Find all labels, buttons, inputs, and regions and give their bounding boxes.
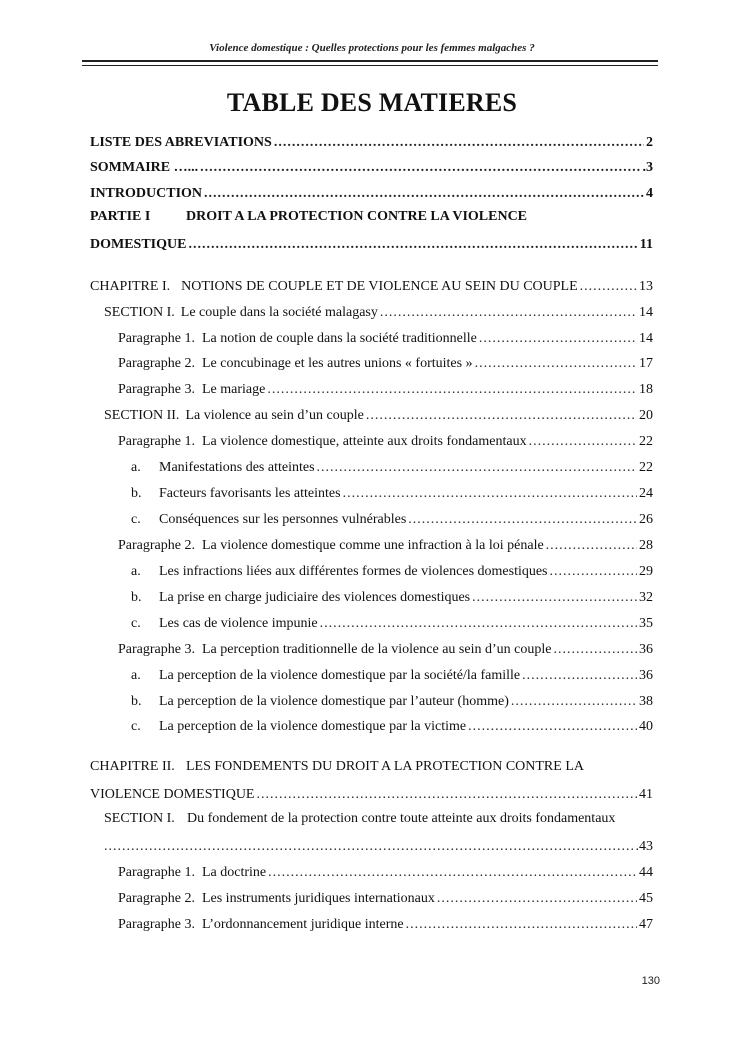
partie-title-line1: DROIT A LA PROTECTION CONTRE LA VIOLENCE [186, 209, 528, 224]
toc-entry-section [104, 405, 653, 425]
toc-entry-subitem [131, 483, 653, 503]
dot-leader [274, 134, 644, 152]
dot-leader [479, 330, 637, 348]
header-rule [82, 60, 658, 62]
toc-entry-subitem [131, 587, 653, 607]
entry-number: b. [131, 694, 142, 709]
dot-leader [204, 185, 644, 203]
entry-label: Le concubinage et les autres unions « fortuites » [201, 356, 473, 371]
entry-number: SECTION I. [104, 305, 175, 320]
toc-entry [90, 157, 653, 177]
entry-label: Les cas de violence impunie [159, 616, 318, 631]
toc-page: 38 [639, 694, 653, 709]
toc-page: 26 [639, 512, 653, 527]
entry-number: a. [131, 564, 141, 579]
dot-leader [437, 890, 637, 908]
toc-entry [90, 183, 653, 203]
toc-label: INTRODUCTION [90, 186, 203, 201]
toc-entry-chapter [90, 784, 653, 804]
page-title: TABLE DES MATIERES [226, 88, 518, 117]
entry-label: Le mariage [201, 382, 266, 397]
toc-page: 11 [639, 237, 653, 252]
entry-number: a. [131, 460, 141, 475]
toc-entry-chapter [90, 276, 653, 296]
entry-label: L’ordonnancement juridique interne [201, 917, 404, 932]
toc-entry-paragraph [118, 353, 653, 373]
toc-page: 17 [639, 356, 653, 371]
chapter-title-line1: LES FONDEMENTS DU DROIT A LA PROTECTION CONTRE LA [186, 759, 584, 774]
toc-page: 22 [639, 460, 653, 475]
toc-entry-paragraph [118, 888, 653, 908]
dot-leader [200, 159, 640, 177]
toc-entry-subitem [131, 691, 653, 711]
dot-leader [256, 786, 637, 804]
toc-page: 13 [639, 279, 653, 294]
header-rule-thin [82, 65, 658, 66]
dot-leader [408, 511, 637, 529]
toc-entry [90, 234, 653, 254]
entry-number: Paragraphe 2. [118, 538, 195, 553]
entry-label: Facteurs favorisants les atteintes [159, 486, 341, 501]
entry-number: Paragraphe 2. [118, 356, 195, 371]
entry-label: La perception traditionnelle de la violence au sein d’un couple [201, 642, 552, 657]
toc-entry-paragraph [118, 535, 653, 555]
entry-label: Conséquences sur les personnes vulnérables [159, 512, 407, 527]
dot-leader [267, 381, 637, 399]
chapter-label: NOTIONS DE COUPLE ET DE VIOLENCE AU SEIN DU COUPLE [181, 279, 578, 294]
entry-number: Paragraphe 2. [118, 891, 195, 906]
entry-label: La violence au sein d’un couple [185, 408, 364, 423]
toc-page: 47 [639, 917, 653, 932]
toc-entry-paragraph [118, 431, 653, 451]
entry-number: Paragraphe 3. [118, 642, 195, 657]
entry-number: Paragraphe 3. [118, 917, 195, 932]
dot-leader [188, 236, 637, 254]
entry-number: Paragraphe 3. [118, 382, 195, 397]
dot-leader [553, 641, 637, 659]
entry-number: Paragraphe 1. [118, 865, 195, 880]
toc-page: 28 [639, 538, 653, 553]
entry-number: Paragraphe 1. [118, 331, 195, 346]
toc-entry [90, 132, 653, 152]
dot-leader [546, 537, 637, 555]
toc-page: .3 [642, 160, 653, 175]
toc-page: 40 [639, 719, 653, 734]
dot-leader [343, 485, 637, 503]
entry-label: Manifestations des atteintes [159, 460, 315, 475]
dot-leader [580, 278, 637, 296]
toc-page: 24 [639, 486, 653, 501]
entry-number: b. [131, 486, 142, 501]
toc-entry-subitem [131, 665, 653, 685]
toc-page: 14 [639, 305, 653, 320]
toc-page: 20 [639, 408, 653, 423]
partie-number: PARTIE I [90, 209, 151, 224]
dot-leader [268, 864, 637, 882]
toc-entry-paragraph [118, 914, 653, 934]
page-number: 130 [641, 975, 660, 987]
toc-page: 32 [639, 590, 653, 605]
toc-entry-section [104, 302, 653, 322]
toc-entry-section [104, 836, 653, 856]
toc-page: 4 [646, 186, 653, 201]
dot-leader [366, 407, 637, 425]
toc-page: 22 [639, 434, 653, 449]
entry-label: La perception de la violence domestique par l’auteur (homme) [159, 694, 509, 709]
toc-entry-paragraph [118, 328, 653, 348]
dot-leader [475, 355, 637, 373]
toc-entry-paragraph [118, 862, 653, 882]
dot-leader [380, 304, 637, 322]
toc-page: 36 [639, 642, 653, 657]
partie-title-line2: DOMESTIQUE [90, 237, 187, 252]
toc-entry-paragraph [118, 379, 653, 399]
dot-leader [317, 459, 637, 477]
entry-label: La prise en charge judiciaire des violences domestiques [159, 590, 471, 605]
toc-page: 45 [639, 891, 653, 906]
toc-entry-subitem [131, 561, 653, 581]
toc-page: 14 [639, 331, 653, 346]
dot-leader [468, 718, 637, 736]
dot-leader [406, 916, 637, 934]
entry-number: c. [131, 512, 141, 527]
dot-leader [511, 693, 637, 711]
entry-label: La doctrine [201, 865, 267, 880]
entry-label: La violence domestique, atteinte aux droits fondamentaux [201, 434, 527, 449]
chapter-title-line2: VIOLENCE DOMESTIQUE [90, 787, 255, 802]
dot-leader [529, 433, 637, 451]
dot-leader [522, 667, 637, 685]
entry-label: La violence domestique comme une infraction à la loi pénale [201, 538, 544, 553]
entry-number: c. [131, 616, 141, 631]
entry-number: b. [131, 590, 142, 605]
toc-label: SOMMAIRE …... [90, 160, 199, 175]
entry-label: La perception de la violence domestique par la société/la famille [159, 668, 521, 683]
dot-leader [472, 589, 637, 607]
entry-number: Paragraphe 1. [118, 434, 195, 449]
entry-label: La notion de couple dans la société traditionnelle [201, 331, 477, 346]
toc-page: 18 [639, 382, 653, 397]
toc-page: 41 [639, 787, 653, 802]
toc-entry-subitem [131, 716, 653, 736]
toc-entry-subitem [131, 457, 653, 477]
entry-label: Le couple dans la société malagasy [180, 305, 378, 320]
toc-label: LISTE DES ABREVIATIONS [90, 135, 272, 150]
toc-page: 2 [646, 135, 653, 150]
dot-leader [550, 563, 637, 581]
running-header: Violence domestique : Quelles protections pour les femmes malgaches ? [209, 42, 535, 54]
entry-number: a. [131, 668, 141, 683]
toc-entry-paragraph [118, 639, 653, 659]
toc-entry-subitem [131, 509, 653, 529]
toc-page: 35 [639, 616, 653, 631]
toc-page: .43 [635, 839, 653, 854]
entry-number: SECTION II. [104, 408, 180, 423]
entry-number: c. [131, 719, 141, 734]
toc-page: 29 [639, 564, 653, 579]
chapter-number: CHAPITRE II. [90, 759, 175, 774]
chapter-number: CHAPITRE I. [90, 279, 171, 294]
toc-page: 36 [639, 668, 653, 683]
section-number: SECTION I. [104, 811, 175, 826]
section-label: Du fondement de la protection contre toute atteinte aux droits fondamentaux [187, 811, 616, 826]
toc-page: 44 [639, 865, 653, 880]
entry-label: La perception de la violence domestique par la victime [159, 719, 467, 734]
dot-leader [104, 838, 634, 856]
toc-entry-subitem [131, 613, 653, 633]
entry-label: Les infractions liées aux différentes formes de violences domestiques [159, 564, 548, 579]
dot-leader [320, 615, 637, 633]
entry-label: Les instruments juridiques internationaux [201, 891, 435, 906]
